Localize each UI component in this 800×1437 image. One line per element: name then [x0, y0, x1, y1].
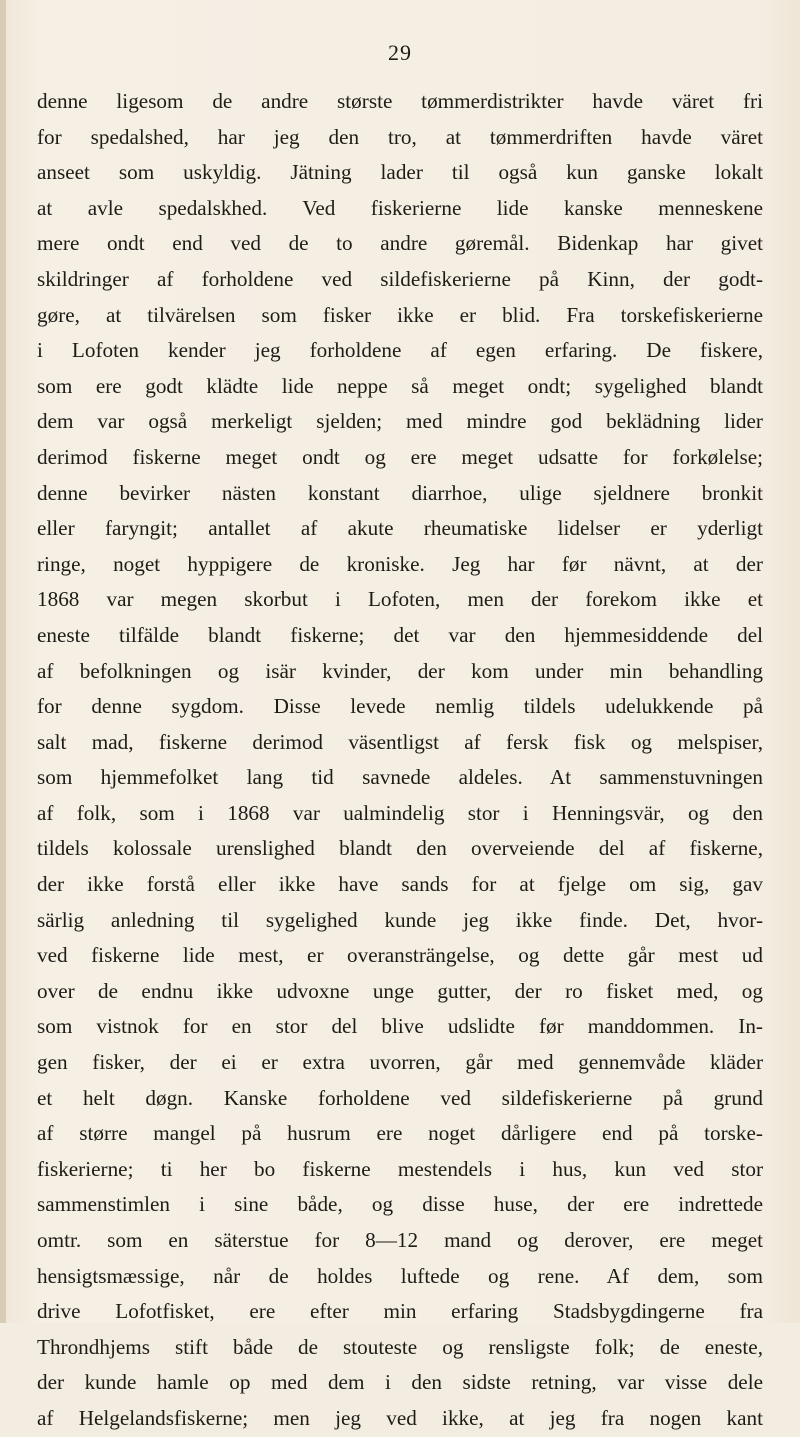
text-line: Throndhjems stift både de stouteste og rensligste folk; de eneste,: [37, 1334, 763, 1359]
text-line: gøre, at tilvärelsen som fisker ikke er blid. Fra torskefiskerierne: [37, 302, 763, 327]
text-line: der kunde hamle op med dem i den sidste retning, var visse dele: [37, 1370, 763, 1395]
text-line: 1868 var megen skorbut i Lofoten, men der forekom ikke et: [37, 587, 763, 612]
text-line: sammenstimlen i sine både, og disse huse, der ere indrettede: [37, 1192, 763, 1217]
text-line: ringe, noget hyppigere de kroniske. Jeg har før nävnt, at der: [37, 551, 763, 576]
text-line: drive Lofotfisket, ere efter min erfaring Stadsbygdingerne fra: [37, 1299, 763, 1324]
text-line: af større mangel på husrum ere noget dårligere end på torske-: [37, 1121, 763, 1146]
text-line: fiskerierne; ti her bo fiskerne mestendels i hus, kun ved stor: [37, 1156, 763, 1181]
text-line: af folk, som i 1868 var ualmindelig stor i Henningsvär, og den: [37, 800, 763, 825]
text-line: ved fiskerne lide mest, er overansträngelse, og dette går mest ud: [37, 943, 763, 968]
text-line: hensigtsmæssige, når de holdes luftede og rene. Af dem, som: [37, 1263, 763, 1288]
text-line: over de endnu ikke udvoxne unge gutter, der ro fisket med, og: [37, 978, 763, 1003]
text-line: skildringer af forholdene ved sildefiskerierne på Kinn, der godt-: [37, 266, 763, 291]
text-line: eneste tilfälde blandt fiskerne; det var den hjemmesiddende del: [37, 622, 763, 647]
text-line: at avle spedalskhed. Ved fiskerierne lide kanske menneskene: [37, 195, 763, 220]
text-line: der ikke forstå eller ikke have sands for at fjelge om sig, gav: [37, 872, 763, 897]
text-line: derimod fiskerne meget ondt og ere meget udsatte for forkølelse;: [37, 444, 763, 469]
text-line: denne ligesom de andre største tømmerdistrikter havde väret fri: [37, 89, 763, 113]
text-line: mere ondt end ved de to andre gøremål. Bidenkap har givet: [37, 231, 763, 256]
text-line: som vistnok for en stor del blive udslidte før manddommen. In-: [37, 1014, 763, 1039]
text-line: särlig anledning til sygelighed kunde jeg ikke finde. Det, hvor-: [37, 907, 763, 932]
text-line: dem var også merkeligt sjelden; med mindre god beklädning lider: [37, 409, 763, 434]
text-line: salt mad, fiskerne derimod väsentligst af fersk fisk og melspiser,: [37, 729, 763, 754]
text-line: omtr. som en säterstue for 8—12 mand og derover, ere meget: [37, 1228, 763, 1252]
text-line: af Helgelandsfiskerne; men jeg ved ikke, at jeg fra nogen kant: [37, 1405, 763, 1430]
text-line: denne bevirker nästen konstant diarrhoe, ulige sjeldnere bronkit: [37, 480, 763, 505]
text-line: anseet som uskyldig. Jätning lader til også kun ganske lokalt: [37, 160, 763, 185]
text-line: som hjemmefolket lang tid savnede aldeles. At sammenstuvningen: [37, 765, 763, 790]
text-line: i Lofoten kender jeg forholdene af egen erfaring. De fiskere,: [37, 338, 763, 363]
page-binding-edge: [0, 0, 6, 1323]
text-line: eller faryngit; antallet af akute rheumatiske lidelser er yderligt: [37, 516, 763, 541]
text-line: tildels kolossale urenslighed blandt den overveiende del af fiskerne,: [37, 836, 763, 861]
text-line: gen fisker, der ei er extra uvorren, går med gennemvåde kläder: [37, 1050, 763, 1075]
text-line: for denne sygdom. Disse levede nemlig tildels udelukkende på: [37, 694, 763, 719]
text-line: for spedalshed, har jeg den tro, at tømmerdriften havde väret: [37, 124, 763, 149]
text-line: af befolkningen og isär kvinder, der kom under min behandling: [37, 658, 763, 683]
text-line: et helt døgn. Kanske forholdene ved sildefiskerierne på grund: [37, 1085, 763, 1110]
body-text: [37, 84, 763, 1437]
text-line: som ere godt klädte lide neppe så meget ondt; sygelighed blandt: [37, 373, 763, 398]
page-number: 29: [388, 40, 412, 65]
